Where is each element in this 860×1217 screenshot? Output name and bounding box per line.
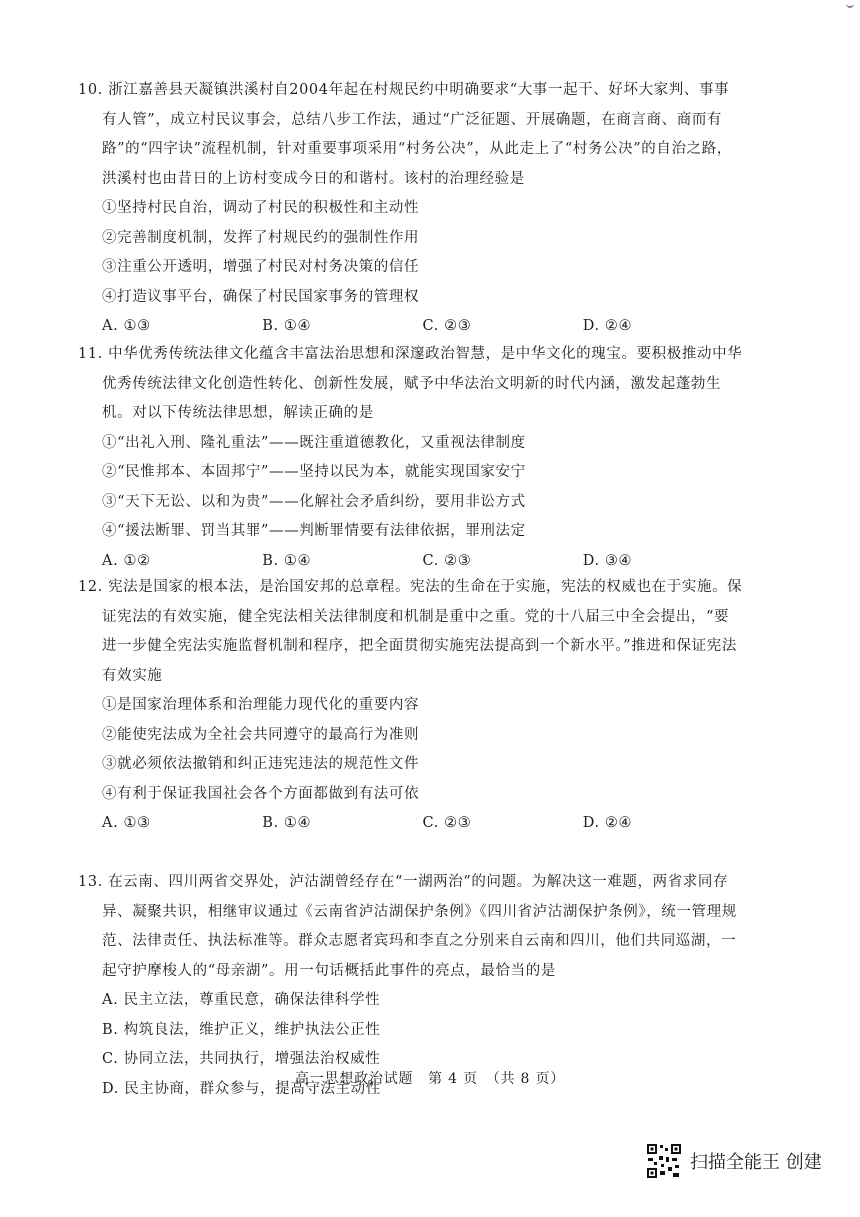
question-13-choice-d: D. 民主协商，群众参与，提高守法主动性 bbox=[102, 1080, 381, 1097]
question-12-item-2: ②能使宪法成为全社会共同遵守的最高行为准则 bbox=[102, 726, 420, 743]
question-10-option-a: A. ①③ bbox=[102, 318, 151, 334]
question-13-choice-b: B. 构筑良法，维护正义，维护执法公正性 bbox=[102, 1021, 381, 1038]
question-12-item-4: ④有利于保证我国社会各个方面都做到有法可依 bbox=[102, 785, 420, 802]
question-10-option-d: D. ②④ bbox=[582, 318, 633, 334]
question-12-options bbox=[78, 809, 743, 839]
question-11-options bbox=[78, 547, 743, 577]
question-13-choice-c: C. 协同立法，共同执行，增强法治权威性 bbox=[102, 1051, 381, 1067]
question-11-option-a: A. ①② bbox=[102, 552, 151, 569]
question-12-item-3: ③就必须依法撤销和纠正违宪违法的规范性文件 bbox=[102, 756, 420, 772]
question-11-option-b: B. ①④ bbox=[262, 552, 312, 569]
question-10-item-4: ④打造议事平台，确保了村民国家事务的管理权 bbox=[102, 288, 420, 305]
question-10-stem: 10. 浙江嘉善县天凝镇洪溪村自2004年起在村规民约中明确要求“大事一起干、好坏大家判、事事有人管”，成立村民议事会，总结八步工作法，通过“广泛征题、开展确题，在商言商、商而有路”的“四字诀”流程机制，针对重要事项采用“村务公决”，从此走上了“村务公决”的自治之路，洪溪村也由昔日的上访村变成今日的和谐村。该村的治理经验是 bbox=[78, 82, 732, 187]
scanner-label: 扫描全能王 创建 bbox=[690, 1152, 822, 1173]
question-10-item-2: ②完善制度机制，发挥了村规民约的强制性作用 bbox=[102, 229, 420, 246]
question-10-option-b: B. ①④ bbox=[262, 318, 312, 334]
question-12-item-1: ①是国家治理体系和治理能力现代化的重要内容 bbox=[102, 697, 420, 713]
question-11-option-c: C. ②③ bbox=[422, 552, 472, 569]
question-13-choice-a: A. 民主立法，尊重民意，确保法律科学性 bbox=[102, 992, 381, 1008]
qr-code-icon bbox=[646, 1143, 682, 1179]
page-footer: 高一思想政治试题 第 4 页 （共 8 页） bbox=[294, 1071, 566, 1087]
question-11-item-4: ④“援法断罪、罚当其罪”——判断罪情要有法律依据，罪刑法定 bbox=[102, 523, 526, 539]
question-11-item-2: ②“民惟邦本、本固邦宁”——坚持以民为本，就能实现国家安宁 bbox=[102, 464, 526, 480]
question-10-option-c: C. ②③ bbox=[422, 318, 472, 334]
question-11-stem: 11. 中华优秀传统法律文化蕴含丰富法治思想和深邃政治智慧，是中华文化的瑰宝。要积极推动中华优秀传统法律文化创造性转化、创新性发展，赋予中华法治文明新的时代内涵，激发起蓬勃生机。对以下传统法律思想，解读正确的是 bbox=[78, 346, 743, 421]
question-11-item-1: ①“出礼入刑、隆礼重法”——既注重道德教化，又重视法律制度 bbox=[102, 434, 526, 451]
question-12 bbox=[78, 573, 743, 839]
question-13-stem: 13. 在云南、四川两省交界处，泸沽湖曾经存在“一湖两治”的问题。为解决这一难题，两省求同存异、凝聚共识，相继审议通过《云南省泸沽湖保护条例》《四川省泸沽湖保护条例》，统一管理规范、法律责任、执法标准等。群众志愿者宾玛和李直之分别来自云南和四川，他们共同巡湖，一起守护摩梭人的“母亲湖”。用一句话概括此事件的亮点，最恰当的是 bbox=[78, 874, 737, 979]
question-12-option-d: D. ②④ bbox=[582, 815, 633, 831]
question-12-option-b: B. ①④ bbox=[262, 815, 312, 831]
question-10 bbox=[78, 76, 743, 342]
question-11-option-d: D. ③④ bbox=[582, 552, 633, 569]
question-11-item-3: ③“天下无讼、以和为贵”——化解社会矛盾纠纷，要用非讼方式 bbox=[102, 493, 526, 510]
question-10-options bbox=[78, 312, 743, 342]
question-12-option-a: A. ①③ bbox=[102, 815, 151, 831]
question-10-item-3: ③注重公开透明，增强了村民对村务决策的信任 bbox=[102, 259, 420, 275]
question-12-stem: 12. 宪法是国家的根本法，是治国安邦的总章程。宪法的生命在于实施，宪法的权威也在于实施。保证宪法的有效实施，健全宪法相关法律制度和机制是重中之重。党的十八届三中全会提出，“要进一步健全宪法实施监督机制和程序，把全面贯彻实施宪法提高到一个新水平。”推进和保证宪法有效实施 bbox=[78, 579, 743, 684]
corner-mark bbox=[846, 0, 854, 8]
scanner-watermark bbox=[646, 1143, 822, 1179]
question-11 bbox=[78, 340, 743, 576]
question-10-item-1: ①坚持村民自治，调动了村民的积极性和主动性 bbox=[102, 200, 420, 216]
question-12-option-c: C. ②③ bbox=[422, 815, 472, 831]
